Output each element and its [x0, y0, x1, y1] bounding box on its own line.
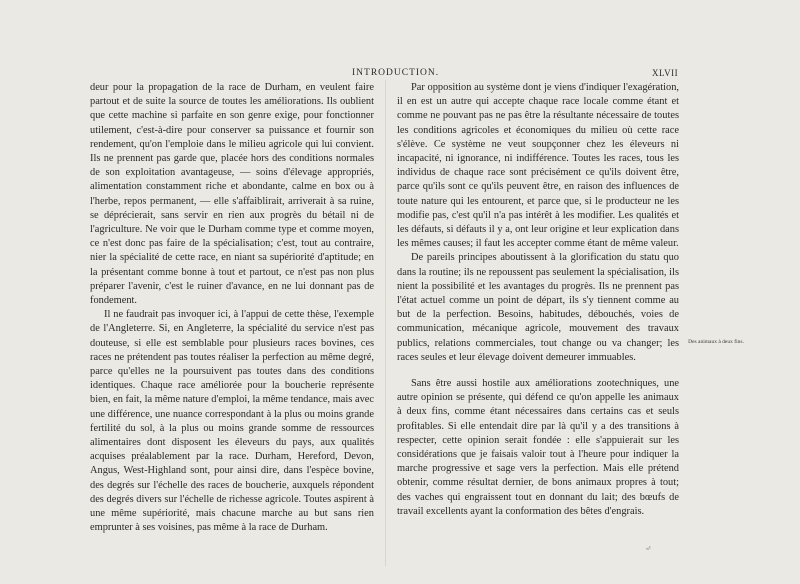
paragraph: Il ne faudrait pas invoquer ici, à l'appui de cette thèse, l'exemple de l'Angleterre. Si, en Angleterre, la spécialité du service n'est pas douteuse, si elle est semblable pour plusieurs races bovines, ces races ne prétendent pas toutes réaliser la perfection au même degré, parce qu'elles ne la poursuivent pas toutes dans des conditions identiques. Chaque race améliorée pour la boucherie représente bien, en fait, la même nature d'emploi, la même tendance, mais avec une différence, une nuance correspondant à la plus ou moins grande fertilité du sol, à la plus ou moins grande somme de ressources alimentaires dont disposent les éleveurs du pays, aux qualités acquises préalablement par la race. Durham, Hereford, Devon, Angus, West-Highland sont, pour ainsi dire, dans l'espèce bovine, des degrés sur l'échelle des races de boucherie, auxquels répondent des degrés divers sur l'échelle de richesse agricole. Toutes aspirent à une même supériorité, mais chacune marche au but sans rien emprunter à ses voisines, pas même à la race de Durham. — [90, 309, 374, 534]
paragraph: De pareils principes aboutissent à la glorification du statu quo dans la routine; ils ne repoussent pas seulement la spécialisation, ils nient la possibilité et les avantages du progrès. Ils ne prennent pas l'état actuel comme un point de départ, ils s'y tiennent comme au but de la perfection. Besoins, habitudes, débouchés, voies de communication, mécanique agricole, mouvement des travaux publics, relations commerciales, tout change ou va changer; les races seules et leur élevage doivent demeurer immuables. — [397, 252, 679, 363]
page-number: XLVII — [652, 68, 679, 78]
paragraph: deur pour la propagation de la race de Durham, en veulent faire partout et de suite la source de toutes les améliorations. Ils oublient que cette machine si parfaite en son genre exige, pour fonctionner utilement, c'est-à-dire pour conserver sa puissance et fournir son rendement, qu'on l'emploie dans le milieu agricole qui lui convient. Ils ne prennent pas garde que, placée hors des conditions normales de son exploitation avantageuse, — soins d'élevage appropriés, alimentation constamment riche et abondante, calme en box ou à l'herbe, repos permanent, — elle s'affaiblirait, arriverait à sa ruine, se déprécierait, sans servir en rien aux progrès du bétail ni de l'agriculture. Ne voir que le Durham comme type et comme moyen, ce n'est donc pas faire de la spécialisation; c'est, tout au contraire, nier la spécialité de cette race, en niant sa supériorité d'aptitude; en la présentant comme bonne à tout et partout, ce n'est pas non plus préparer l'avenir, c'est le ruiner d'avance, en ne lui donnant pas de fondement. — [90, 82, 374, 307]
column-divider — [385, 80, 386, 566]
stray-mark: «¹ — [646, 546, 651, 552]
paragraph: Par opposition au système dont je viens d'indiquer l'exagération, il en est un autre qui accepte chaque race locale comme étant et comme ne pouvant pas ne pas être la résultante nécessaire de toutes les conditions agricoles et économiques du milieu où cette race s'élève. Ce système ne veut soupçonner chez les éleveurs ni incapacité, ni ignorance, ni indifférence. Toutes les races, tous les individus de chaque race sont précisément ce qu'ils doivent être, parce qu'ils sont ce qu'ils peuvent être, en raison des influences de toute nature qui les entourent, et parce que, si le producteur ne les modifie pas, c'est qu'il n'a pas intérêt à les modifier. Les qualités et les défauts, si défauts il y a, ont leur origine et leur explication dans les mêmes causes; il faut les accepter comme étant de même valeur. — [397, 82, 679, 250]
paragraph: Sans être aussi hostile aux améliorations zootechniques, une autre opinion se présente, qui défend ce qu'on appelle les animaux à deux fins, comme étant nécessaires dans certains cas et seuls profitables. Si elle entendait dire par là qu'il y a des transitions à respecter, cette opinion serait fondée : elle s'appuierait sur les considérations que je faisais valoir tout à l'heure pour indiquer la marche progressive et sage vers la perfection. Mais elle prétend obtenir, comme résultat dernier, de bons animaux propres à tout; des vaches qui engraissent tout en donnant du lait; des bœufs de travail excellents ayant la conformation des bêtes d'engrais. — [397, 378, 679, 517]
running-title: INTRODUCTION. — [352, 68, 440, 78]
margin-note: Des animaux à deux fins. — [688, 339, 744, 345]
right-column — [397, 81, 679, 519]
left-column — [90, 81, 374, 536]
